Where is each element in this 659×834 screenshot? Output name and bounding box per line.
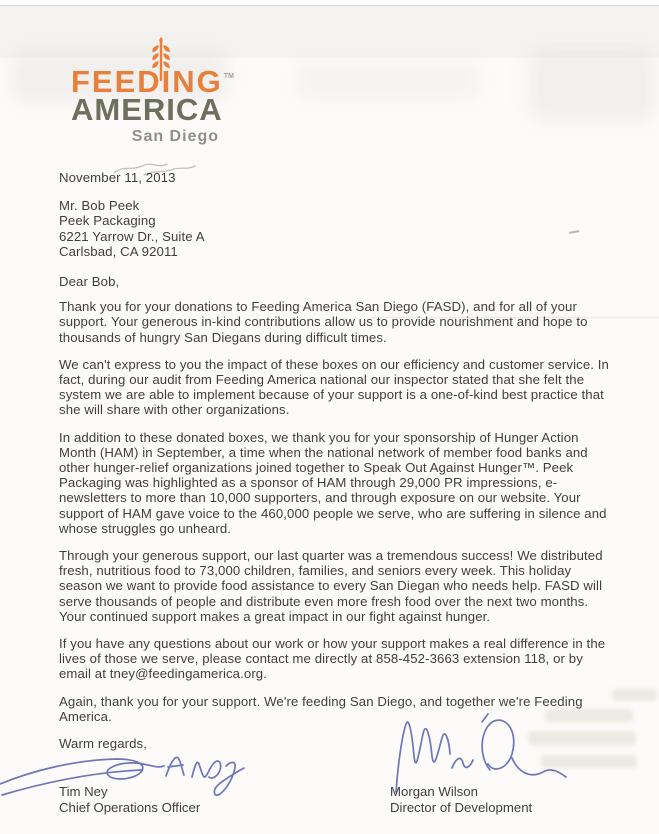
scan-shading-patch: [530, 50, 655, 120]
salutation: Dear Bob,: [59, 274, 120, 290]
signer-morgan-wilson: [390, 784, 532, 815]
recipient-street: 6221 Yarrow Dr., Suite A: [59, 228, 205, 244]
paragraph-again-thanks: Again, thank you for your support. We're feeding San Diego, and together we're Feeding America.: [59, 693, 583, 724]
brand-america: AMERICA: [71, 92, 223, 127]
paragraph-last-quarter: Through your generous support, our last quarter was a tremendous success! We distributed fresh, nutritious food to 73,000 children, families, and seniors every week. This holiday season we want to provide food assistance to every San Diegan who needs help. FASD will serve thousands of people and distribute even more fresh food over the next two months. Your continued support makes a great impact in our fight against hunger.: [59, 548, 603, 624]
recipient-city-state-zip: Carlsbad, CA 92011: [59, 243, 178, 259]
letterhead: [71, 62, 234, 146]
paragraph-impact: We can't express to you the impact of these boxes on our efficiency and customer service. In fact, during our audit from Feeding America national our inspector stated that she felt the system we are able to implement because of your support is a one-of-kind best practice that she will share with other organizations.: [59, 356, 609, 418]
signer-title: Director of Development: [390, 799, 533, 815]
paragraph-contact: If you have any questions about our work or how your support makes a real difference in the lives of those we serve, please contact me directly at 858-452-3663 extension 118, or by email at tney@feedingamerica.org.: [59, 636, 606, 682]
recipient-name: Mr. Bob Peek: [59, 198, 140, 214]
closing: Warm regards,: [59, 736, 148, 752]
recipient-address-block: [59, 198, 616, 259]
paragraph-thank-you: Thank you for your donations to Feeding America San Diego (FASD), and for all of your support. Your generous in-kind contributions allow us to provide nourishment and hope to thousands of hungry San Diegans during difficult times.: [59, 299, 588, 345]
signer-name: Tim Ney: [59, 784, 108, 799]
signer-title: Chief Operations Officer: [59, 799, 201, 815]
paragraph-hunger-action-month: In addition to these donated boxes, we thank you for your sponsorship of Hunger Action Month (HAM) in September, a time when the national network of member food banks and other hunger-relief organizations joined together to Speak Out Against Hunger™. Peek Packaging was highlighted as a sponsor of HAM through 29,000 PR impressions, e-newsletters to more than 10,000 supporters, and through exposure on our website. Your support of HAM gave voice to the 460,000 people we serve, who are suffering in silence and whose struggles go unheard.: [59, 429, 607, 536]
letter-date: November 11, 2013: [59, 170, 176, 185]
brand-location: San Diego: [131, 128, 219, 145]
brand-feeding-text: FEEDING: [71, 64, 223, 99]
signer-name: Morgan Wilson: [390, 784, 478, 799]
letter-body: [59, 170, 616, 751]
signer-tim-ney: [59, 784, 200, 815]
trademark-symbol: TM: [223, 73, 234, 80]
scan-shading-patch: [295, 62, 480, 100]
ink-bleed-through: [612, 689, 657, 701]
recipient-company: Peek Packaging: [59, 213, 156, 229]
